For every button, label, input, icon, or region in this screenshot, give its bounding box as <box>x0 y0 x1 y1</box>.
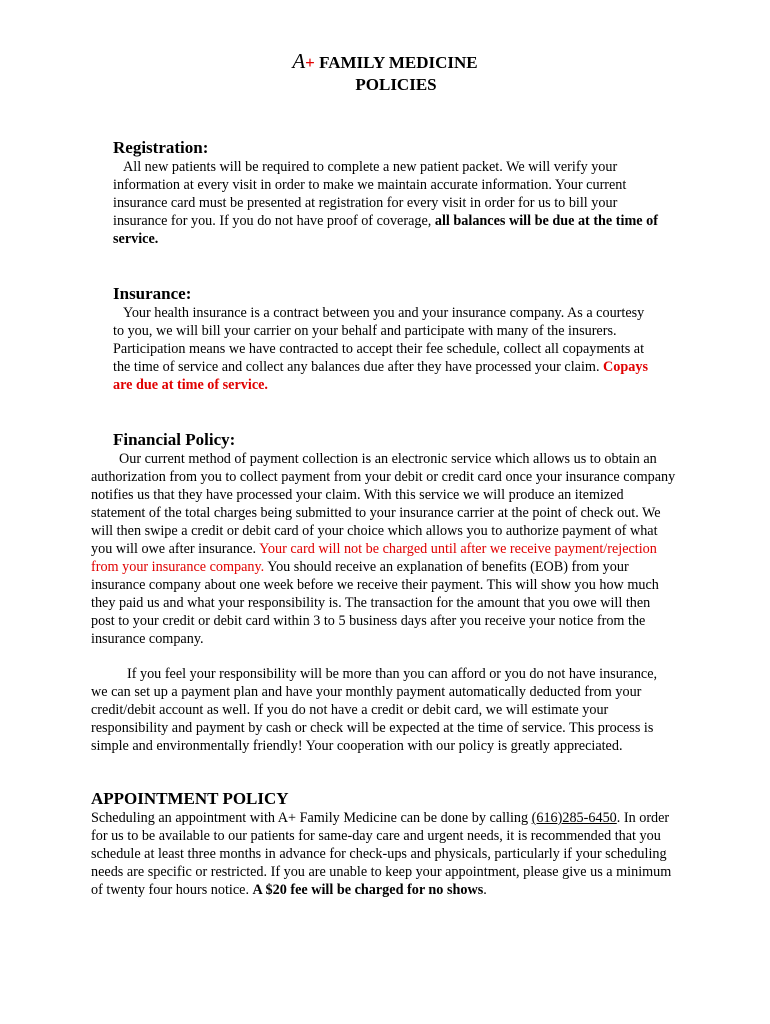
logo-plus: + <box>305 53 315 72</box>
phone-number-link[interactable]: (616)285-6450 <box>531 810 617 826</box>
appointment-section <box>91 789 681 899</box>
payment-plan-text: If you feel your responsibility will be more than you can afford or you do not have insurance, we can set up a payment plan and have your monthly payment automatically deducted from your credit/debit account as well. If you do not have a credit or debit card, we will estimate your responsibility and payment by cash or check will be expected at the time of service. This process is simple and environmentally friendly! Your cooperation with our policy is greatly appreciated. <box>91 666 658 754</box>
registration-heading: Registration: <box>113 138 209 157</box>
title-line2: POLICIES <box>355 75 437 94</box>
insurance-heading: Insurance: <box>113 284 192 303</box>
card-charge-notice: Your card will not be charged until after we receive payment/rejection from your insurance company. <box>91 541 657 575</box>
registration-text: All new patients will be required to complete a new patient packet. We will verify your information at every visit in order to make we maintain accurate information. Your current insurance card must be presented at registration for every visit in order for us to bill your insurance for you. If you do not have proof of coverage, all balances will be due at the time of service. <box>113 159 658 247</box>
title-line1: FAMILY MEDICINE <box>314 53 478 72</box>
registration-section <box>113 138 658 248</box>
insurance-section <box>113 284 658 394</box>
logo-a: A <box>292 49 306 73</box>
appointment-heading: APPOINTMENT POLICY <box>91 789 289 808</box>
insurance-text: Your health insurance is a contract between you and your insurance company. As a courtesy to you, we will bill your carrier on your behalf and participate with many of the insurers. Participation means we have contracted to accept their fee schedule, collect all copayments at the time of service and collect any balances due after they have processed your claim. Copays are due at time of service. <box>113 305 648 393</box>
copays-notice: Copays are due at time of service. <box>113 359 648 393</box>
registration-bold-text: all balances will be due at the time of service. <box>113 213 658 247</box>
financial-heading: Financial Policy: <box>113 430 236 449</box>
document-title <box>0 50 770 96</box>
no-show-fee-notice: A $20 fee will be charged for no shows <box>252 882 484 898</box>
appointment-text: Scheduling an appointment with A+ Family Medicine can be done by calling (616)285-6450. In order for us to be available to our patients for same-day care and urgent needs, it is recommended that you schedule at least three months in advance for check-ups and physicals, particularly if your scheduling needs are specific or restricted. If you are unable to keep your appointment, please give us a minimum of twenty four hours notice. A $20 fee will be charged for no shows. <box>91 810 672 898</box>
financial-section <box>91 430 676 755</box>
financial-text: Our current method of payment collection is an electronic service which allows us to obtain an authorization from you to collect payment from your debit or credit card once your insurance company notifies us that they have processed your claim. With this service we will produce an itemized statement of the total charges being submitted to your insurance carrier at the point of check out. We will then swipe a credit or debit card of your choice which allows you to authorize payment of what you will owe after insurance. Your card will not be charged until after we receive payment/rejection from your insurance company. You should receive an explanation of benefits (EOB) from your insurance company about one week before we receive their payment. This will show you how much they paid us and what your responsibility is. The transaction for the amount that you owe will then post to your credit or debit card within 3 to 5 business days after you receive your notice from the insurance company. <box>91 451 676 647</box>
